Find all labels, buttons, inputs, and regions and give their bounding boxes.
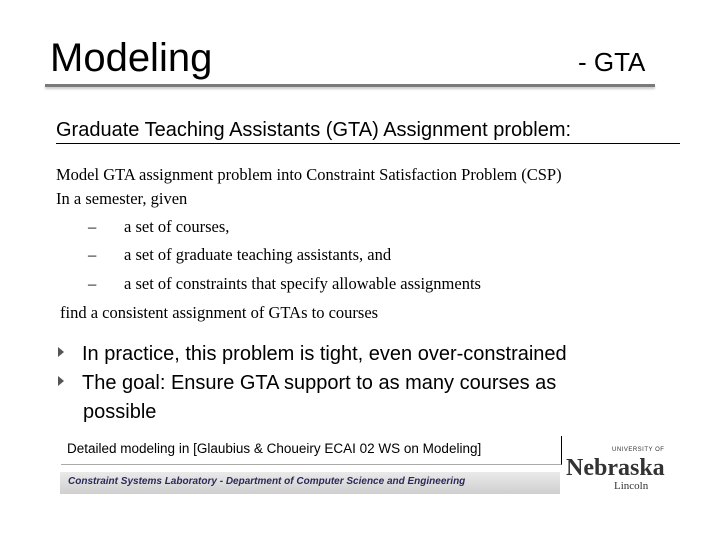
dash-marker: –: [88, 274, 97, 293]
logo-city-label: Lincoln: [614, 480, 649, 492]
slide-subtitle: - GTA: [578, 47, 646, 77]
bullet-item: [58, 340, 567, 369]
list-item-text: a set of graduate teaching assistants, and: [124, 245, 392, 264]
list-item-text: a set of constraints that specify allowable assignments: [124, 274, 481, 293]
bullet-text: The goal: Ensure GTA support to as many courses as: [82, 372, 557, 394]
bullet-text: In practice, this problem is tight, even over-constrained: [82, 343, 567, 365]
arrow-bullet-icon: [58, 347, 64, 357]
footer-text: Constraint Systems Laboratory - Department of Computer Science and Engineering: [68, 476, 466, 487]
list-item: [88, 216, 229, 238]
title-divider: [45, 84, 655, 87]
bullet-text-continuation: possible: [83, 401, 157, 423]
logo-university-label: UNIVERSITY OF: [612, 447, 665, 453]
list-item: [88, 244, 391, 266]
arrow-bullet-icon: [58, 376, 64, 386]
heading-underline: [56, 143, 680, 144]
dash-marker: –: [88, 217, 97, 236]
slide-title: Modeling: [50, 36, 213, 80]
section-heading: Graduate Teaching Assistants (GTA) Assignment problem:: [56, 119, 572, 141]
list-item-text: a set of courses,: [124, 217, 230, 236]
dash-marker: –: [88, 245, 97, 264]
bullet-item: [58, 369, 556, 398]
body-line-model: Model GTA assignment problem into Constraint Satisfaction Problem (CSP): [56, 165, 562, 184]
list-item: [88, 273, 481, 295]
reference-note: Detailed modeling in [Glaubius & Choueiry ECAI 02 WS on Modeling]: [67, 441, 482, 456]
body-line-find: find a consistent assignment of GTAs to courses: [60, 303, 379, 322]
body-line-given: In a semester, given: [56, 189, 188, 208]
university-logo: Nebraska: [566, 455, 665, 481]
